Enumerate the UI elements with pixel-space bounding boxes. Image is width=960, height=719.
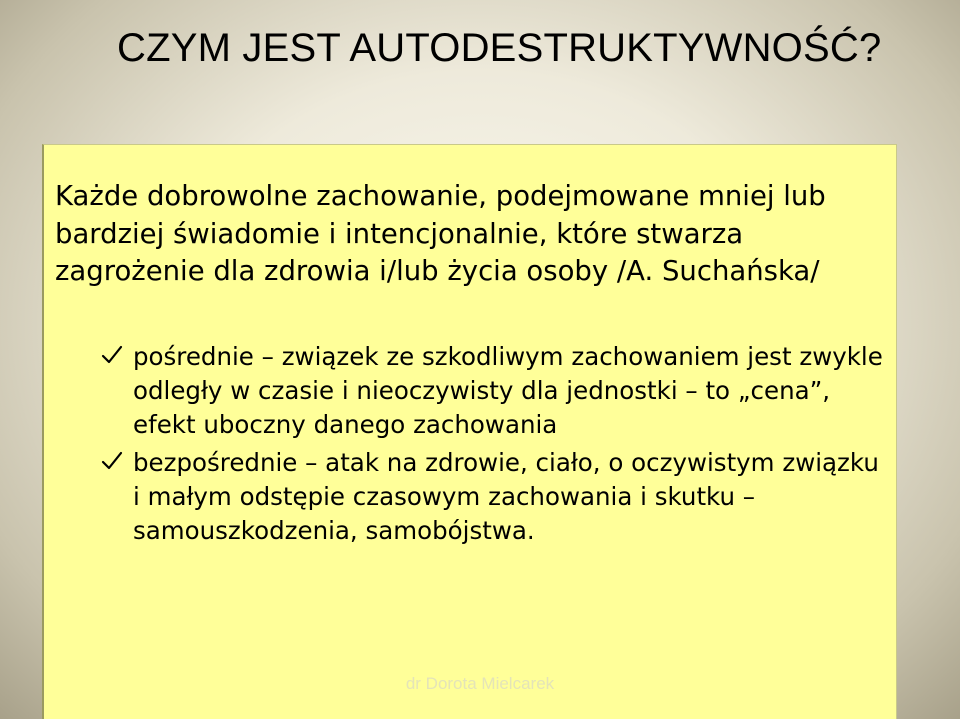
check-icon xyxy=(100,343,124,367)
definition-text: Każde dobrowolne zachowanie, podejmowane mniej lub bardziej świadomie i intencjonalnie, które stwarza zagrożenie dla zdrowia i/lub życia osoby /A. Suchańska/ xyxy=(55,180,826,287)
slide-title: CZYM JEST AUTODESTRUKTYWNOŚĆ? xyxy=(117,26,882,70)
bullet-item-indirect xyxy=(100,340,890,442)
bullet-text: bezpośrednie – atak na zdrowie, ciało, o oczywistym związku i małym odstępie czasowym zachowania i skutku – samouszkodzenia, samobójstwa. xyxy=(133,448,879,545)
bullet-text: pośrednie – związek ze szkodliwym zachowaniem jest zwykle odległy w czasie i nieoczywisty dla jednostki – to „cena”, efekt uboczny danego zachowania xyxy=(133,342,883,439)
check-icon xyxy=(100,449,124,473)
footer-author: dr Dorota Mielcarek xyxy=(405,674,555,693)
bullet-list xyxy=(100,340,890,552)
bullet-item-direct xyxy=(100,446,890,548)
